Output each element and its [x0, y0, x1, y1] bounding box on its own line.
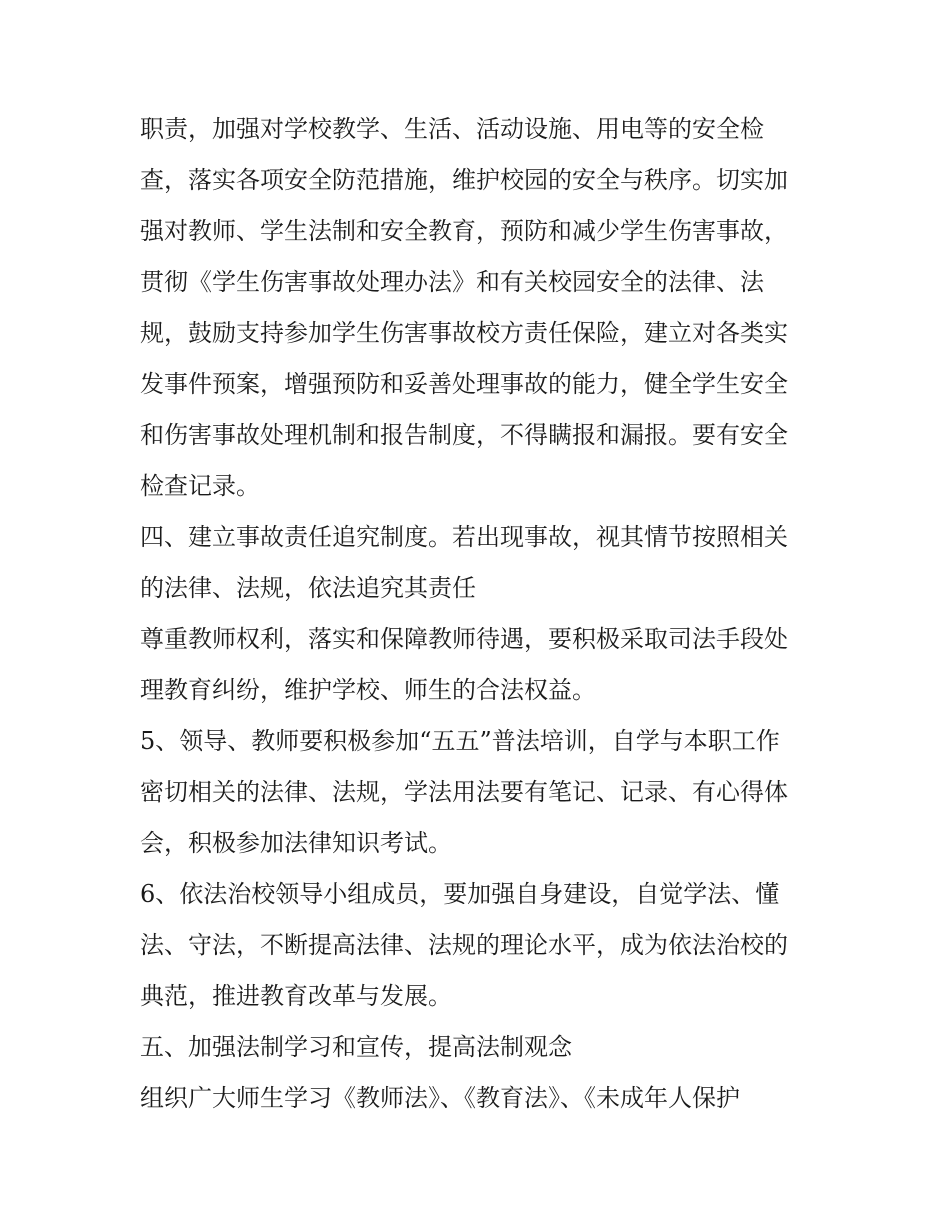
list-item-5: 5、领导、教师要积极参加“五五”普法培训，自学与本职工作 [140, 727, 780, 755]
document-body [140, 104, 820, 1124]
section-heading-five: 五、加强法制学习和宣传，提高法制观念 [140, 1033, 572, 1061]
text-line: 尊重教师权利，落实和保障教师待遇，要积极采取司法手段处 [140, 625, 788, 653]
text-line: 理教育纠纷，维护学校、师生的合法权益。 [140, 676, 596, 704]
text-line: 发事件预案，增强预防和妥善处理事故的能力，健全学生安全 [140, 370, 788, 398]
text-line: 的法律、法规，依法追究其责任 [140, 574, 476, 602]
list-item-6: 6、依法治校领导小组成员，要加强自身建设，自觉学法、懂 [140, 880, 780, 908]
section-heading-four: 四、建立事故责任追究制度。若出现事故，视其情节按照相关 [140, 523, 788, 551]
text-line: 典范，推进教育改革与发展。 [140, 982, 452, 1010]
text-line: 密切相关的法律、法规，学法用法要有笔记、记录、有心得体 [140, 778, 788, 806]
text-line: 职责，加强对学校教学、生活、活动设施、用电等的安全检 [140, 115, 764, 143]
text-line: 规，鼓励支持参加学生伤害事故校方责任保险，建立对各类实 [140, 319, 788, 347]
text-line: 检查记录。 [140, 472, 260, 500]
text-line: 贯彻《学生伤害事故处理办法》和有关校园安全的法律、法 [140, 268, 764, 296]
text-line: 和伤害事故处理机制和报告制度，不得瞒报和漏报。要有安全 [140, 421, 788, 449]
text-line: 组织广大师生学习《教师法》、《教育法》、《未成年人保护 [140, 1084, 740, 1112]
text-line: 法、守法，不断提高法律、法规的理论水平，成为依法治校的 [140, 931, 788, 959]
text-line: 强对教师、学生法制和安全教育，预防和减少学生伤害事故， [140, 217, 788, 245]
text-line: 查，落实各项安全防范措施，维护校园的安全与秩序。切实加 [140, 166, 788, 194]
text-line: 会，积极参加法律知识考试。 [140, 829, 452, 857]
